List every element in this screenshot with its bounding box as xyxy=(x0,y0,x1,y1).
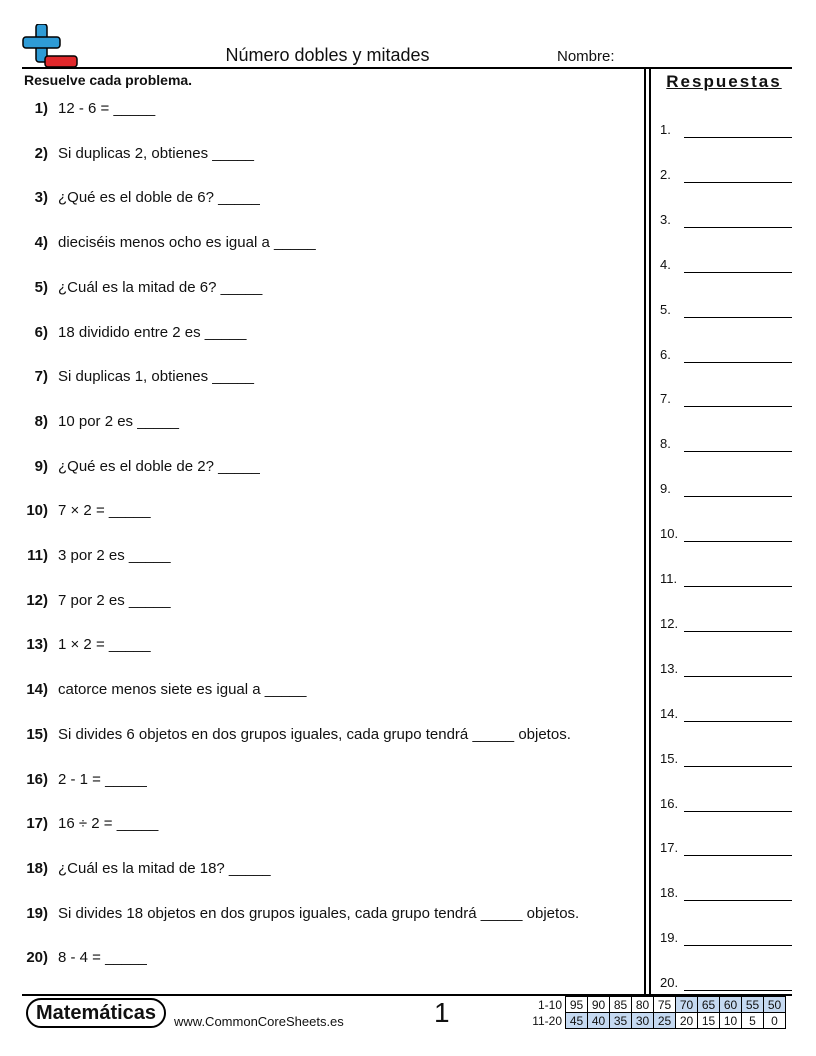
problem-number: 11) xyxy=(27,547,48,564)
answer-column-divider xyxy=(644,68,646,994)
score-cell: 5 xyxy=(742,1013,764,1029)
problem-item xyxy=(0,860,271,877)
score-cell: 10 xyxy=(720,1013,742,1029)
problem-number: 13) xyxy=(26,636,48,654)
score-cell: 15 xyxy=(698,1013,720,1029)
instructions: Resuelve cada problema. xyxy=(24,72,193,88)
problem-number: 15) xyxy=(26,725,48,743)
problem-text: 7 × 2 = _____ xyxy=(58,502,151,520)
answer-blank-line[interactable] xyxy=(684,406,792,407)
score-row xyxy=(524,997,786,1013)
problem-item xyxy=(0,636,151,653)
problem-number: 10) xyxy=(26,502,48,520)
problem-item xyxy=(0,681,307,698)
answer-label: 1. xyxy=(660,122,671,137)
problem-item xyxy=(0,726,571,743)
answer-blank-line[interactable] xyxy=(684,631,792,632)
problem-number: 14) xyxy=(26,681,48,699)
answer-label: 16. xyxy=(660,795,679,811)
answer-blank-line[interactable] xyxy=(684,227,792,228)
score-cell: 90 xyxy=(588,997,610,1013)
problem-text: 16 ÷ 2 = _____ xyxy=(58,815,159,833)
problem-text: ¿Cuál es la mitad de 18? _____ xyxy=(58,859,271,877)
problem-number: 3) xyxy=(34,189,48,207)
problem-text: 2 - 1 = _____ xyxy=(58,770,147,788)
problem-item xyxy=(0,815,158,832)
problem-text: 7 por 2 es _____ xyxy=(58,591,171,609)
problem-item xyxy=(0,502,151,519)
problem-item xyxy=(0,189,260,206)
problem-item xyxy=(0,949,147,966)
score-cell: 55 xyxy=(742,997,764,1013)
answer-label: 19. xyxy=(660,930,679,946)
problem-item xyxy=(0,234,316,251)
problem-number: 5) xyxy=(34,278,48,296)
problem-text: 1 × 2 = _____ xyxy=(58,636,151,654)
problem-item xyxy=(0,547,171,564)
answer-label: 7. xyxy=(660,391,671,407)
problem-number: 6) xyxy=(34,323,48,341)
problem-text: catorce menos siete es igual a _____ xyxy=(58,681,307,699)
problem-item xyxy=(0,100,155,117)
problem-item xyxy=(0,771,147,788)
answer-blank-line[interactable] xyxy=(684,451,792,452)
score-row xyxy=(524,1013,786,1029)
problem-number: 17) xyxy=(26,815,48,833)
answer-label: 6. xyxy=(660,346,671,362)
score-row-label: 1-10 xyxy=(537,997,562,1012)
problem-text: ¿Qué es el doble de 2? _____ xyxy=(58,457,260,475)
name-label: Nombre: xyxy=(557,48,615,65)
score-row-label: 11-20 xyxy=(532,1013,562,1028)
answers-title: Respuestas xyxy=(666,72,782,91)
problem-number: 9) xyxy=(34,457,48,475)
answer-blank-line[interactable] xyxy=(684,272,792,273)
answer-label: 13. xyxy=(660,660,679,676)
problem-item xyxy=(0,413,179,430)
page-number: 1 xyxy=(434,997,450,1028)
score-cell: 65 xyxy=(698,997,720,1013)
answer-blank-line[interactable] xyxy=(684,766,792,767)
answer-blank-line[interactable] xyxy=(684,182,792,183)
problem-text: dieciséis menos ocho es igual a _____ xyxy=(58,234,316,252)
answer-blank-line[interactable] xyxy=(684,586,792,587)
score-cell: 50 xyxy=(764,997,786,1013)
problem-item xyxy=(0,279,262,296)
answer-blank-line[interactable] xyxy=(684,811,792,812)
problem-number: 18) xyxy=(26,859,48,877)
score-cell: 60 xyxy=(720,997,742,1013)
problem-number: 4) xyxy=(34,234,48,252)
problem-number: 20) xyxy=(26,949,48,967)
answer-label: 12. xyxy=(660,615,679,631)
answer-label: 15. xyxy=(660,750,679,766)
answer-label: 3. xyxy=(660,211,671,227)
score-cell: 20 xyxy=(676,1013,698,1029)
problem-item xyxy=(0,368,254,385)
score-cell: 45 xyxy=(566,1013,588,1029)
score-cell: 25 xyxy=(654,1013,676,1029)
page-title: Número dobles y mitades xyxy=(225,45,430,65)
answer-label: 11. xyxy=(660,571,678,586)
answer-label: 2. xyxy=(660,166,671,182)
problem-text: 10 por 2 es _____ xyxy=(58,412,179,430)
answer-label: 10. xyxy=(660,526,679,542)
answer-blank-line[interactable] xyxy=(684,541,792,542)
problem-item xyxy=(0,145,254,162)
answer-label: 18. xyxy=(660,885,679,901)
problem-number: 12) xyxy=(26,591,48,609)
answer-blank-line[interactable] xyxy=(684,945,792,946)
problem-text: 12 - 6 = _____ xyxy=(58,100,156,117)
problem-item xyxy=(0,458,260,475)
answer-label: 5. xyxy=(660,301,671,317)
website-link[interactable]: www.CommonCoreSheets.es xyxy=(174,1014,344,1029)
score-cell: 35 xyxy=(610,1013,632,1029)
score-cell: 70 xyxy=(676,997,698,1013)
problem-item xyxy=(0,905,579,922)
score-cell: 75 xyxy=(654,997,676,1013)
problem-item xyxy=(0,592,171,609)
score-cell: 85 xyxy=(610,997,632,1013)
answer-label: 4. xyxy=(660,256,671,272)
answer-blank-line[interactable] xyxy=(684,990,792,991)
score-cell: 95 xyxy=(566,997,588,1013)
answer-label: 8. xyxy=(660,436,671,452)
problem-text: Si duplicas 2, obtienes _____ xyxy=(58,144,254,162)
problem-text: 3 por 2 es _____ xyxy=(58,547,171,564)
answer-blank-line[interactable] xyxy=(684,496,792,497)
problem-text: 8 - 4 = _____ xyxy=(58,949,147,967)
answer-blank-line[interactable] xyxy=(684,855,792,856)
score-cell: 80 xyxy=(632,997,654,1013)
problem-text: Si divides 6 objetos en dos grupos iguales, cada grupo tendrá _____ objetos. xyxy=(58,725,571,743)
problem-number: 8) xyxy=(34,412,48,430)
answer-label: 20. xyxy=(660,975,679,991)
score-cell: 30 xyxy=(632,1013,654,1029)
header-divider xyxy=(22,67,792,69)
problem-text: Si divides 18 objetos en dos grupos iguales, cada grupo tendrá _____ objetos. xyxy=(58,904,580,922)
answer-blank-line[interactable] xyxy=(684,721,792,722)
answer-blank-line[interactable] xyxy=(684,317,792,318)
answer-column-divider xyxy=(649,68,651,994)
problem-number: 1) xyxy=(34,100,48,117)
problem-text: 18 dividido entre 2 es _____ xyxy=(58,323,247,341)
problem-text: ¿Qué es el doble de 6? _____ xyxy=(58,189,260,207)
problem-item xyxy=(0,324,246,341)
problem-text: Si duplicas 1, obtienes _____ xyxy=(58,368,254,386)
answer-blank-line[interactable] xyxy=(684,900,792,901)
problem-number: 19) xyxy=(26,904,48,922)
score-cell: 0 xyxy=(764,1013,786,1029)
answer-label: 17. xyxy=(660,840,679,856)
answer-label: 9. xyxy=(660,481,671,497)
plus-minus-logo-icon xyxy=(22,24,78,70)
answer-label: 14. xyxy=(660,705,679,721)
problem-text: ¿Cuál es la mitad de 6? _____ xyxy=(58,278,263,296)
answer-blank-line[interactable] xyxy=(684,676,792,677)
score-cell: 40 xyxy=(588,1013,610,1029)
answer-blank-line[interactable] xyxy=(684,362,792,363)
brand-badge: Matemáticas xyxy=(26,998,166,1028)
problem-number: 7) xyxy=(34,368,48,386)
problem-number: 2) xyxy=(34,144,48,162)
answer-blank-line[interactable] xyxy=(684,137,792,138)
problem-number: 16) xyxy=(26,770,48,788)
score-table xyxy=(524,996,786,1029)
